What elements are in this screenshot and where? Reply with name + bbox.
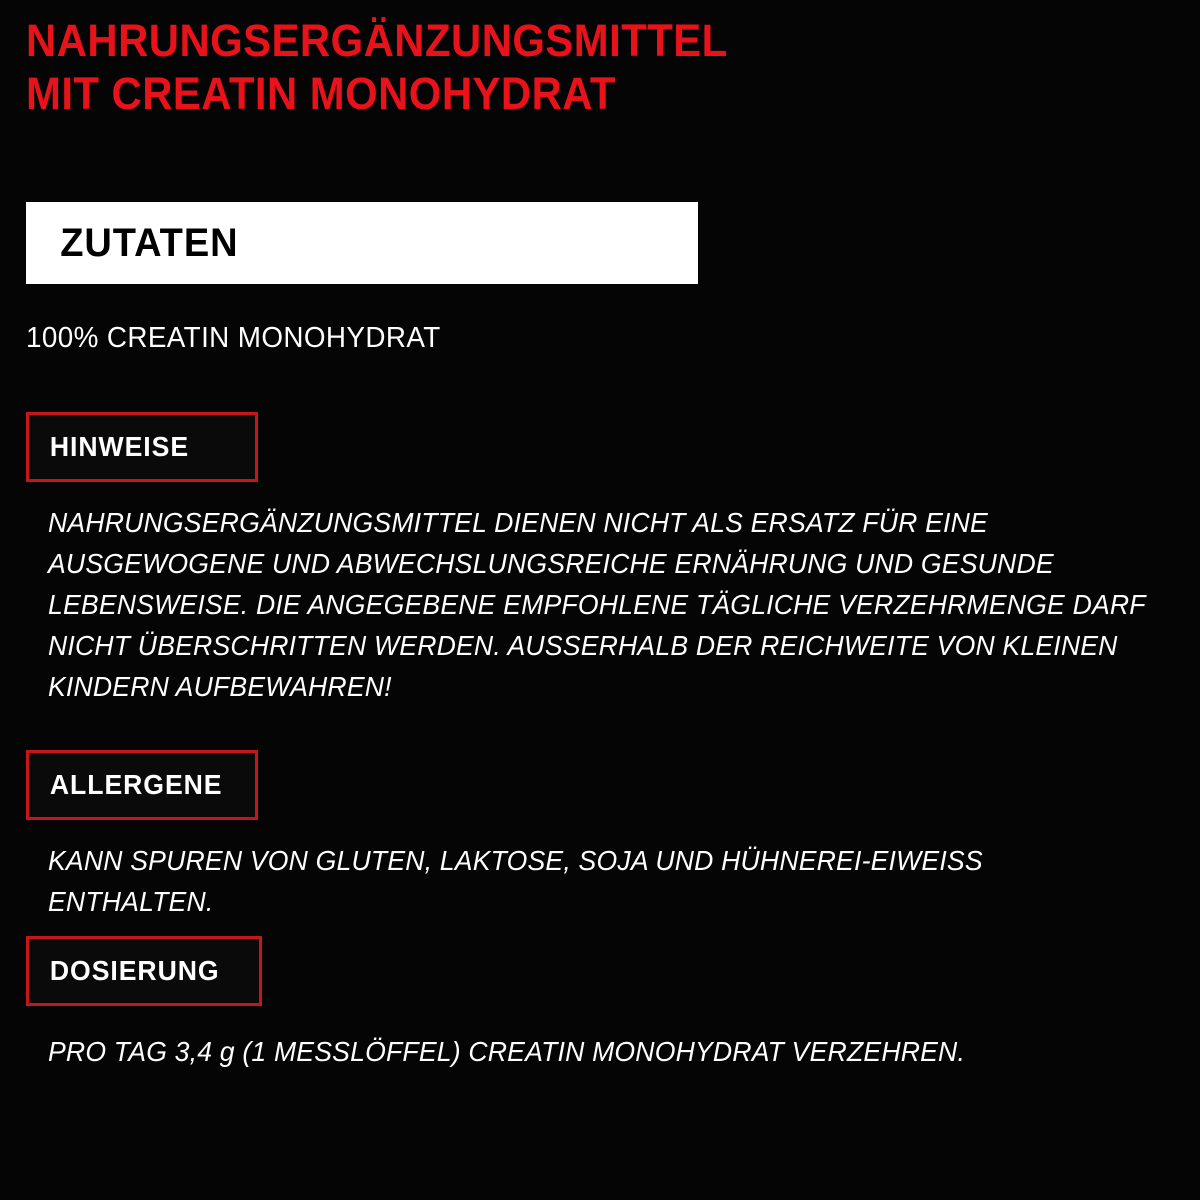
page-title bbox=[26, 14, 1068, 120]
headline-line-1: NAHRUNGSERGÄNZUNGSMITTEL bbox=[26, 15, 728, 66]
ingredients-header-bar bbox=[26, 202, 698, 284]
ingredients-value: 100% CREATIN MONOHYDRAT bbox=[26, 322, 441, 354]
section-body-hinweise: NAHRUNGSERGÄNZUNGSMITTEL DIENEN NICHT ALS ERSATZ FÜR EINE AUSGEWOGENE UND ABWECHSLUNGSREICHE ERNÄHRUNG UND GESUNDE LEBENSWEISE. DIE ANGEGEBENE EMPFOHLENE TÄGLICHE VERZEHRMENGE DARF NICHT ÜBERSCHRITTEN WERDEN. AUSSERHALB DER REICHWEITE VON KLEINEN KINDERN AUFBEWAHREN! bbox=[48, 507, 1146, 702]
ingredients-header-label: ZUTATEN bbox=[60, 220, 239, 265]
section-body-allergene: KANN SPUREN VON GLUTEN, LAKTOSE, SOJA UND HÜHNEREI-EIWEISS ENTHALTEN. bbox=[48, 845, 983, 917]
section-header-dosierung bbox=[26, 936, 262, 1006]
section-header-hinweise bbox=[26, 412, 258, 482]
headline-line-2: MIT CREATIN MONOHYDRAT bbox=[26, 68, 616, 119]
section-header-allergene bbox=[26, 750, 258, 820]
section-title-allergene: ALLERGENE bbox=[49, 769, 223, 800]
section-title-hinweise: HINWEISE bbox=[49, 431, 190, 462]
section-title-dosierung: DOSIERUNG bbox=[49, 955, 220, 986]
section-body-dosierung: PRO TAG 3,4 g (1 MESSLÖFFEL) CREATIN MONOHYDRAT VERZEHREN. bbox=[48, 1036, 966, 1067]
